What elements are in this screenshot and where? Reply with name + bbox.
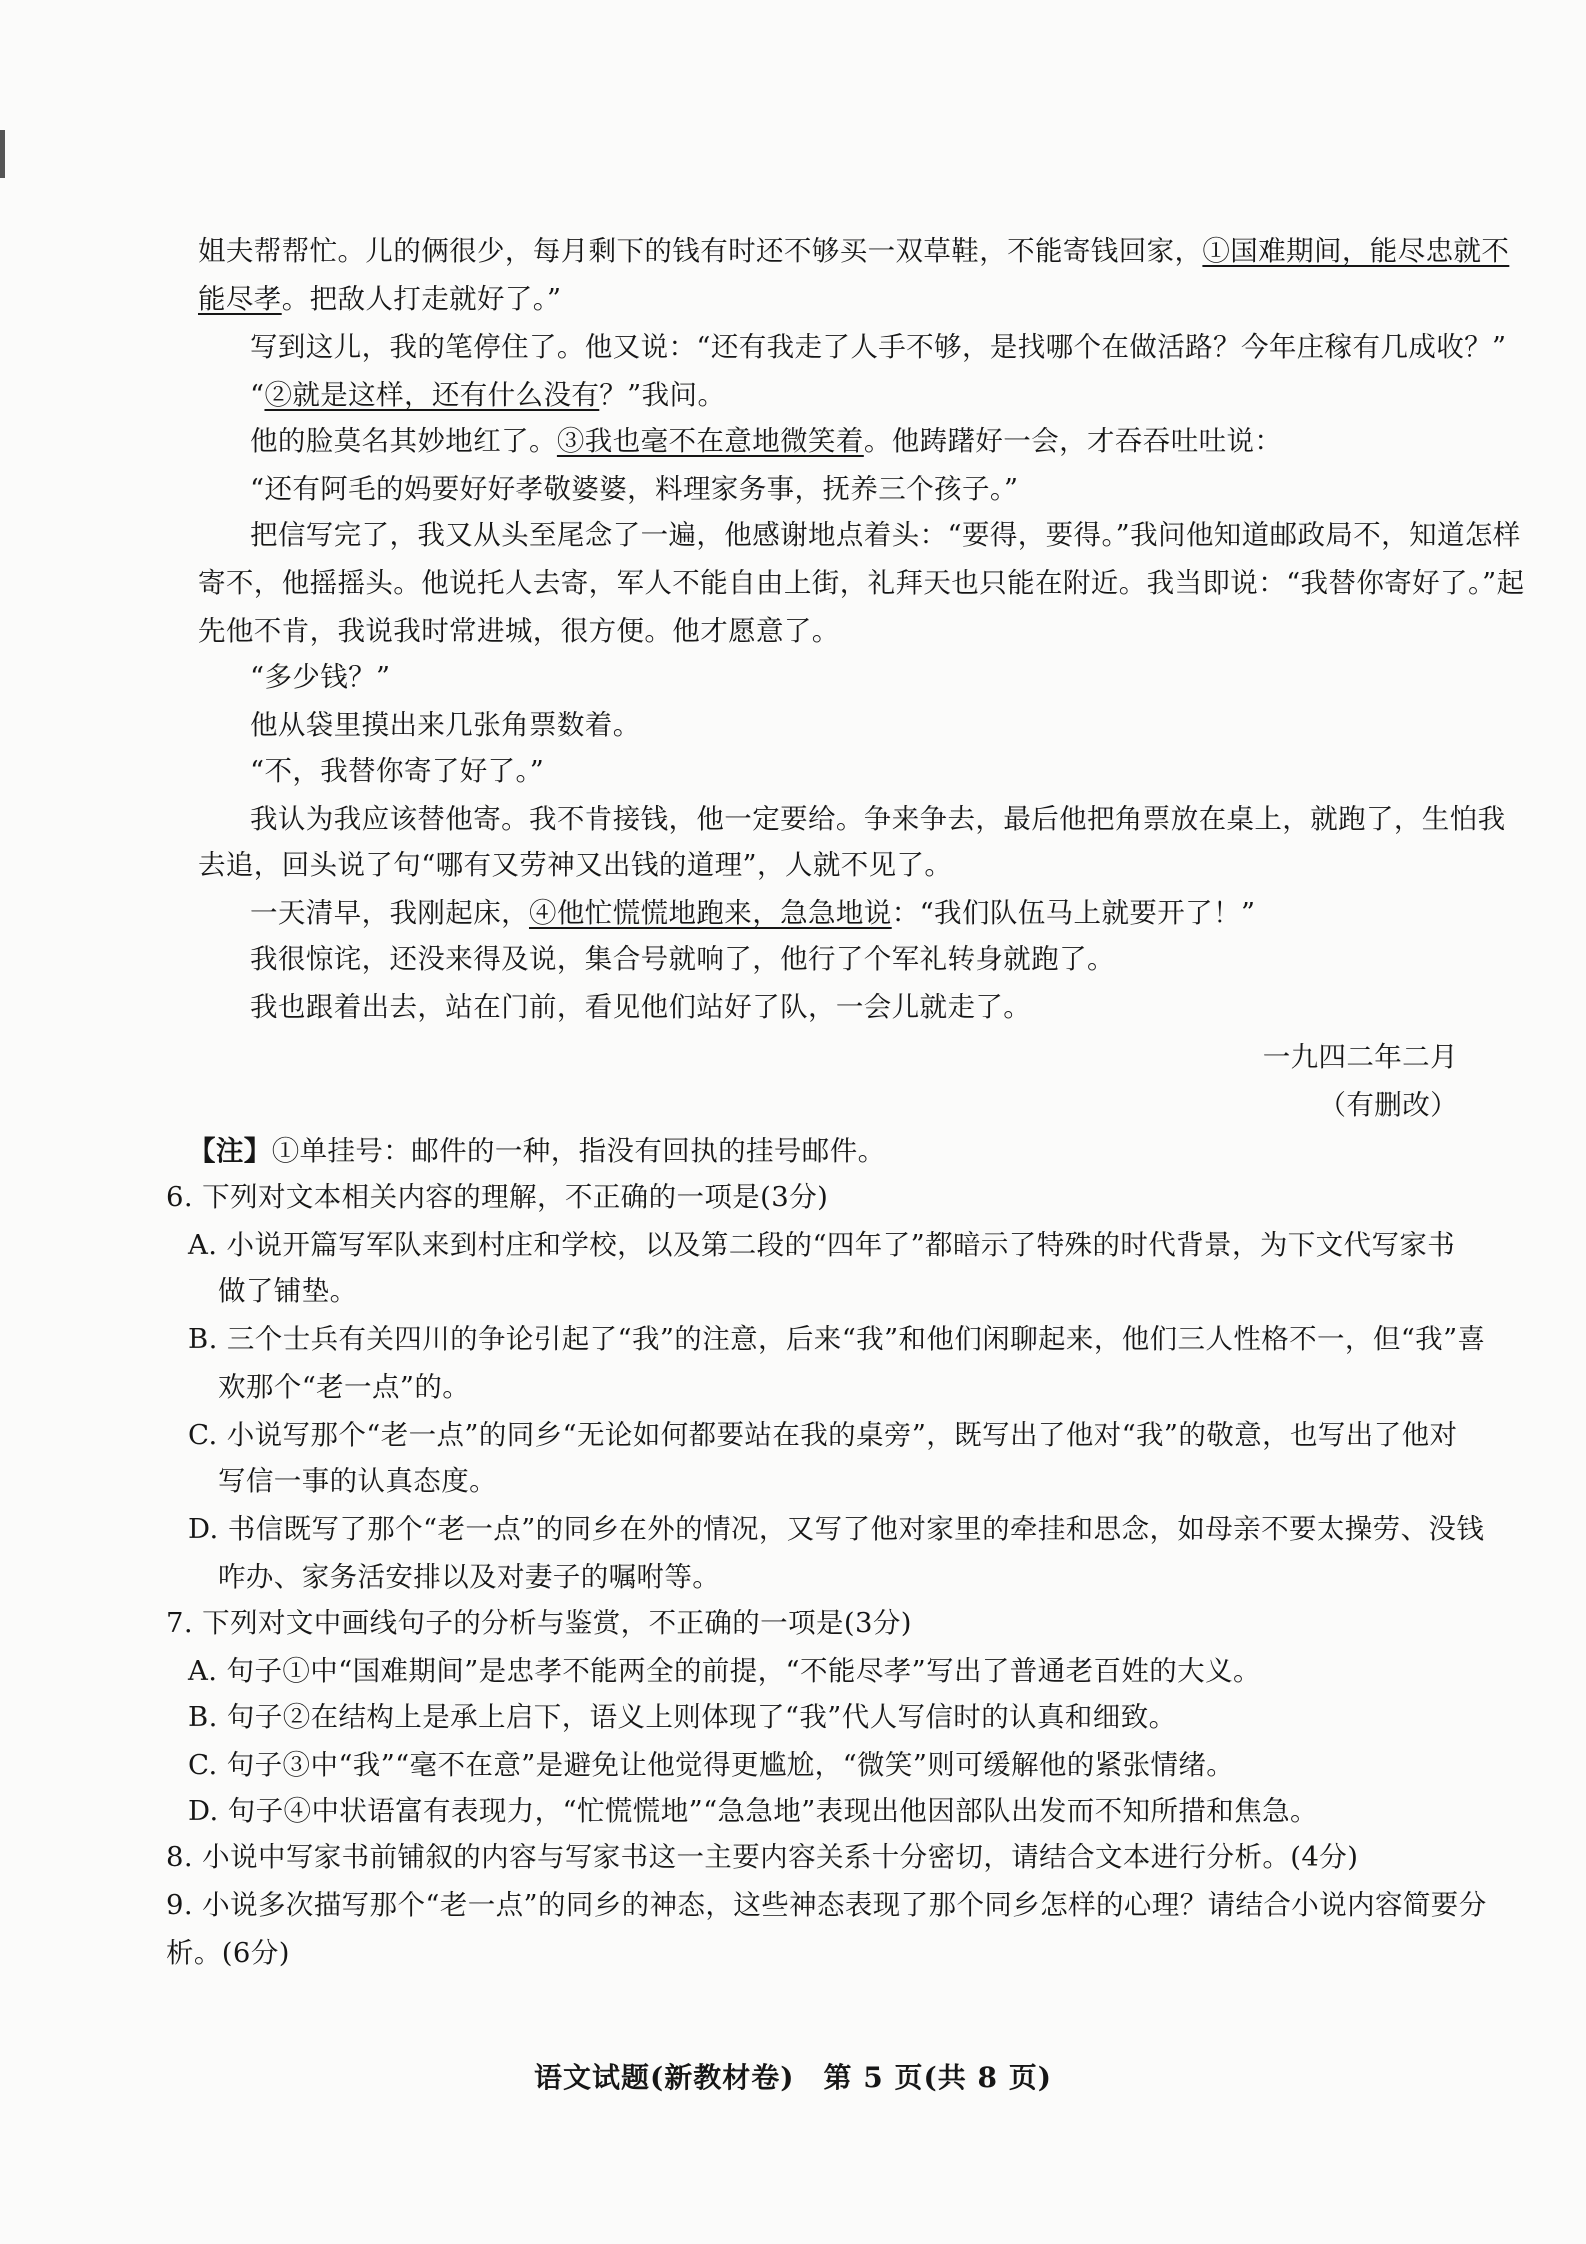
footnote-text: ①单挂号：邮件的一种，指没有回执的挂号邮件。: [271, 1135, 886, 1167]
q7-stem: 7. 下列对文中画线句子的分析与鉴赏，不正确的一项是(3分): [166, 1607, 912, 1639]
passage-line-10: “多少钱？”: [250, 661, 391, 693]
q6-stem: 6. 下列对文本相关内容的理解，不正确的一项是(3分): [166, 1181, 829, 1213]
q7-option-b: B. 句子②在结构上是承上启下，语义上则体现了“我”代人写信时的认真和细致。: [188, 1701, 1177, 1733]
page-footer: 语文试题(新教材卷) 第 5 页(共 8 页): [534, 2061, 1052, 2094]
passage-line-6: “还有阿毛的妈要好好孝敬婆婆，料理家务事，抚养三个孩子。”: [250, 473, 1019, 505]
revision-note: （有删改）: [1318, 1089, 1458, 1121]
passage-line-14: 去追，回头说了句“哪有又劳神又出钱的道理”，人就不见了。: [198, 849, 953, 881]
q8-stem: 8. 小说中写家书前铺叙的内容与写家书这一主要内容关系十分密切，请结合文本进行分析。(4分): [166, 1841, 1359, 1873]
q7-option-d: D. 句子④中状语富有表现力，“忙慌慌地”“急急地”表现出他因部队出发而不知所措和焦急。: [188, 1795, 1318, 1827]
q9-stem: 9. 小说多次描写那个“老一点”的同乡的神态，这些神态表现了那个同乡怎样的心理？请结合小说内容简要分: [166, 1889, 1487, 1921]
footnote-label: 【注】: [188, 1135, 272, 1167]
passage-line-2: 能尽孝。把敌人打走就好了。”: [198, 283, 562, 315]
passage-date: 一九四二年二月: [1262, 1041, 1458, 1073]
q6-option-b: B. 三个士兵有关四川的争论引起了“我”的注意，后来“我”和他们闲聊起来，他们三人性格不一，但“我”喜: [188, 1323, 1486, 1355]
passage-line-9: 先他不肯，我说我时常进城，很方便。他才愿意了。: [198, 615, 840, 647]
passage-line-15: 一天清早，我刚起床，④他忙慌慌地跑来，急急地说：“我们队伍马上就要开了！”: [250, 897, 1256, 929]
passage-line-13: 我认为我应该替他寄。我不肯接钱，他一定要给。争来争去，最后他把角票放在桌上，就跑了，生怕我: [250, 803, 1506, 835]
q6-option-c: C. 小说写那个“老一点”的同乡“无论如何都要站在我的桌旁”，既写出了他对“我”的敬意，也写出了他对: [188, 1419, 1458, 1451]
q6-option-a-cont: 做了铺垫。: [218, 1275, 358, 1307]
passage-line-16: 我很惊诧，还没来得及说，集合号就响了，他行了个军礼转身就跑了。: [250, 943, 1115, 975]
q7-option-a: A. 句子①中“国难期间”是忠孝不能两全的前提，“不能尽孝”写出了普通老百姓的大义。: [188, 1655, 1261, 1687]
scan-edge-mark: [0, 130, 5, 178]
passage-line-3: 写到这儿，我的笔停住了。他又说：“还有我走了人手不够，是找哪个在做活路？今年庄稼有几成收？”: [250, 331, 1507, 363]
passage-line-11: 他从袋里摸出来几张角票数着。: [250, 709, 641, 741]
passage-line-12: “不，我替你寄了好了。”: [250, 755, 545, 787]
passage-line-8: 寄不，他摇摇头。他说托人去寄，军人不能自由上街，礼拜天也只能在附近。我当即说：“我替你寄好了。”起: [198, 567, 1525, 599]
q7-option-c: C. 句子③中“我”“毫不在意”是避免让他觉得更尴尬，“微笑”则可缓解他的紧张情绪。: [188, 1749, 1235, 1781]
passage-line-4: “②就是这样，还有什么没有？”我问。: [250, 379, 726, 411]
footnote: [188, 1128, 1450, 1174]
q6-option-d: D. 书信既写了那个“老一点”的同乡在外的情况，又写了他对家里的牵挂和思念，如母亲不要太操劳、没钱: [188, 1513, 1485, 1545]
q6-option-c-cont: 写信一事的认真态度。: [218, 1465, 497, 1497]
passage-line-1: 姐夫帮帮忙。儿的俩很少，每月剩下的钱有时还不够买一双草鞋，不能寄钱回家，①国难期间，能尽忠就不: [198, 235, 1510, 267]
passage-line-5: 他的脸莫名其妙地红了。③我也毫不在意地微笑着。他踌躇好一会，才吞吞吐吐说：: [250, 425, 1283, 457]
q6-option-d-cont: 咋办、家务活安排以及对妻子的嘱咐等。: [218, 1561, 721, 1593]
q9-stem-cont: 析。(6分): [166, 1937, 290, 1969]
passage-line-7: 把信写完了，我又从头至尾念了一遍，他感谢地点着头：“要得，要得。”我问他知道邮政局不，知道怎样: [250, 519, 1521, 551]
passage-line-17: 我也跟着出去，站在门前，看见他们站好了队，一会儿就走了。: [250, 991, 1032, 1023]
q6-option-b-cont: 欢那个“老一点”的。: [218, 1371, 471, 1403]
q6-option-a: A. 小说开篇写军队来到村庄和学校，以及第二段的“四年了”都暗示了特殊的时代背景，为下文代写家书: [188, 1229, 1456, 1261]
